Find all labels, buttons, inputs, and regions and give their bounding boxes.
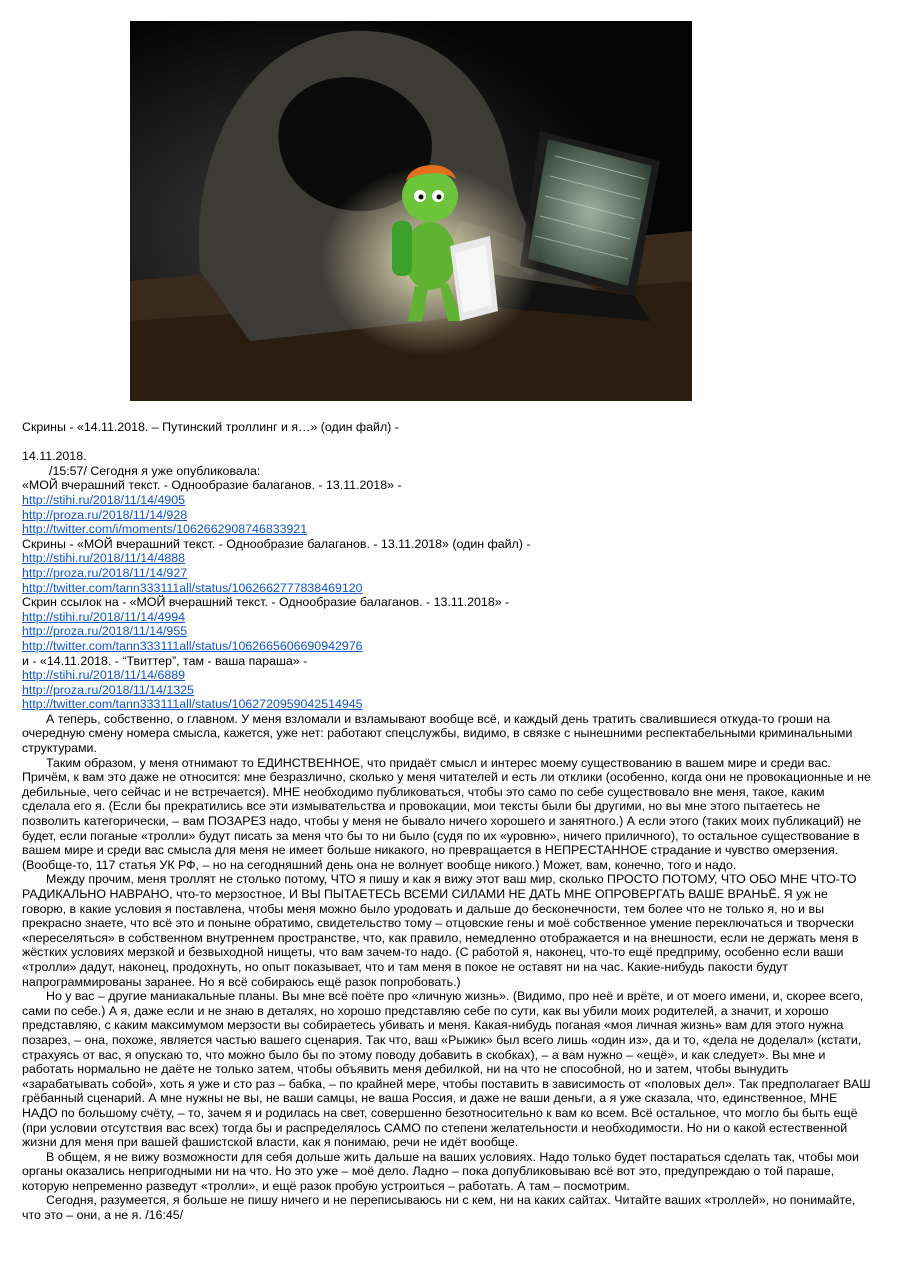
- link-stihi-2[interactable]: http://stihi.ru/2018/11/14/4888: [22, 551, 186, 566]
- document-body: [22, 420, 874, 1223]
- title-1: «МОЙ вчерашний текст. - Однообразие балаганов. - 13.11.2018» -: [22, 478, 402, 493]
- link-twitter-1[interactable]: http://twitter.com/i/moments/1062662908746833921: [22, 522, 308, 537]
- link-twitter-2[interactable]: http://twitter.com/tann333111all/status/1062662777838469120: [22, 580, 363, 595]
- header-illustration: [130, 21, 692, 401]
- link-stihi-1[interactable]: http://stihi.ru/2018/11/14/4905: [22, 492, 186, 507]
- link-twitter-4[interactable]: http://twitter.com/tann333111all/status/1062720959042514945: [22, 697, 363, 712]
- screens-caption: Скрины - «14.11.2018. – Путинский троллинг и я…» (один файл) -: [22, 420, 399, 434]
- link-stihi-3[interactable]: http://stihi.ru/2018/11/14/4994: [22, 609, 186, 624]
- link-proza-2[interactable]: http://proza.ru/2018/11/14/927: [22, 565, 188, 580]
- paragraph-maniacal-plans: Но у вас – другие маниакальные планы. Вы мне всё поёте про «личную жизнь». (Видимо, про неё и врёте, и от моего имени, и, скорее всего, сами по себе.) А я, даже если и не знаю в деталях, но хорошо представляю себе по сути, как вы убили моих родителей, а значит, и хорошо представляю, с каким максимумом мерзости вы собираетесь убивать и меня. Какая-нибудь поганая «моя личная жизнь» вам для этого нужна позарез, – она, похоже, является частью вашего сценария. Так что, ваш «Рыжик» был всего лишь «один из», да и то, «дела не доделал» (кстати, страхуясь от вас, я опускаю то, что можно было бы по этому поводу добавить в скобках), – а вам нужно – «ещё», и как следует». Вы мне и работать нормально не даёте не только затем, чтобы объявить меня дебилкой, ни на что не способной, но и затем, чтобы вынудить «зарабатывать собой», хоть я уже и сто раз – бабка, – по крайней мере, чтобы поставить в зависимость от «половых дел». Так предполагает ВАШ грёбанный сценарий. А мне нужны не вы, не ваши самцы, не ваша Россия, и даже не ваши деньги, а я уже сказала, что, единственное, МНЕ НАДО по большому счёту, – то, зачем я и родилась на свет, совершенно безотносительно к вам ко всем. Всё остальное, что могло бы быть ещё (при условии отсутствия вас всех) тогда бы и распределялось САМО по степени желательности и необходимости. Но ни о какой естественной жизни для меня при вашей фашистской власти, как я понимаю, речи не идёт вообще.: [22, 989, 871, 1150]
- link-proza-1[interactable]: http://proza.ru/2018/11/14/928: [22, 507, 188, 522]
- paragraph-conclusion: В общем, я не вижу возможности для себя дольше жить дальше на ваших условиях. Надо только будет постараться сделать так, чтобы мои органы оказались непригодными ни на что. Но это уже – моё дело. Ладно – пока допубликовываю всё вот это, предупреждаю о той параше, которую непременно разведут «тролли», и ещё разок пробую устроиться – работать. А там – посмотрим.: [22, 1149, 859, 1193]
- title-4: и - «14.11.2018. - “Твиттер”, там - ваша параша» -: [22, 653, 308, 668]
- link-twitter-3[interactable]: http://twitter.com/tann333111all/status/1062665606690942976: [22, 638, 363, 653]
- paragraph-closing: Сегодня, разумеется, я больше не пишу ничего и не переписываюсь ни с кем, ни на каких сайтах. Читайте ваших «троллей», но понимайте, что это – они, а не я. /16:45/: [22, 1193, 856, 1223]
- link-proza-4[interactable]: http://proza.ru/2018/11/14/1325: [22, 682, 194, 697]
- link-stihi-4[interactable]: http://stihi.ru/2018/11/14/6889: [22, 668, 186, 683]
- title-2: Скрины - «МОЙ вчерашний текст. - Однообразие балаганов. - 13.11.2018» (один файл) -: [22, 536, 531, 551]
- link-proza-3[interactable]: http://proza.ru/2018/11/14/955: [22, 624, 188, 639]
- time-intro: /15:57/ Сегодня я уже опубликовала:: [49, 463, 261, 478]
- date-line: 14.11.2018.: [22, 449, 87, 464]
- paragraph-unique-meaning: Таким образом, у меня отнимают то ЕДИНСТВЕННОЕ, что придаёт смысл и интерес моему существованию в вашем мире и среди вас. Причём, к вам это даже не относится: мне безразлично, сколько у меня читателей и есть ли отклики (особенно, когда они не провокационные и не дебильные, чего сейчас и не встречается). МНЕ необходимо публиковаться, чтобы это само по себе существовало вне меня, такое, каким сделала его я. (Если бы прекратились все эти измывательства и провокации, мои тексты были бы другими, но вы мне этого пытаетесь не позволить категорически, – вам ПОЗАРЕЗ надо, чтобы у меня не бывало ничего хорошего и занятного.) А если этого (таких моих публикаций) не будет, если поганые «тролли» будут писать за меня что бы то ни было (судя по их «уровню», ничего приличного), то остальное существование в вашем мире и среди вас смысла для меня не имеет больше никакого, но превращается в НЕПРЕСТАННОЕ страдание и чувство омерзения. (Вообще-то, 117 статья УК РФ, – но на сегодняшний день она не волнует вообще никого.) Может, вам, конечно, того и надо.: [22, 755, 871, 872]
- paragraph-main: А теперь, собственно, о главном. У меня взломали и взламывают вообще всё, и каждый день тратить свалившиеся откуда-то гроши на очередную смену номера смысла, кажется, уже нет: работают спецслужбы, видимо, в связке с нынешними респектабельными криминальными структурами.: [22, 711, 853, 756]
- paragraph-trolling-reasons: Между прочим, меня троллят не столько потому, ЧТО я пишу и как я вижу этот ваш мир, сколько ПРОСТО ПОТОМУ, ЧТО ОБО МНЕ ЧТО-ТО РАДИКАЛЬНО НАВРАНО, что-то мерзостное, И ВЫ ПЫТАЕТЕСЬ ВСЕМИ СИЛАМИ НЕ ДАТЬ МНЕ ОПРОВЕРГАТЬ ВАШЕ ВРАНЬЁ. Я уж не говорю, в какие условия я поставлена, чтобы меня можно было уродовать и дальше до бесконечности, тем более что не только я, но и вы прекрасно знаете, что всё это и поныне обратимо, свидетельство тому – отцовские гены и моё собственное умение переключаться и творчески «переселяться» в собственном внутреннем пространстве, что, как правило, немедленно отображается и на внешности, если не держать меня в жёстких условиях мерзкой и безвыходной нищеты, что вам зачем-то надо. (С работой я, наконец, что-то ещё предприму, особенно если ваши «тролли» дадут, наконец, продохнуть, но опыт показывает, что и там меня в покое не оставят ни на час. Какие-нибудь пакости будут напрограммированы заранее. Но я всё собираюсь ещё разок попробовать.): [22, 872, 859, 989]
- title-3: Скрин ссылок на - «МОЙ вчерашний текст. - Однообразие балаганов. - 13.11.2018» -: [22, 595, 510, 610]
- hacker-troll-picture: [130, 21, 692, 401]
